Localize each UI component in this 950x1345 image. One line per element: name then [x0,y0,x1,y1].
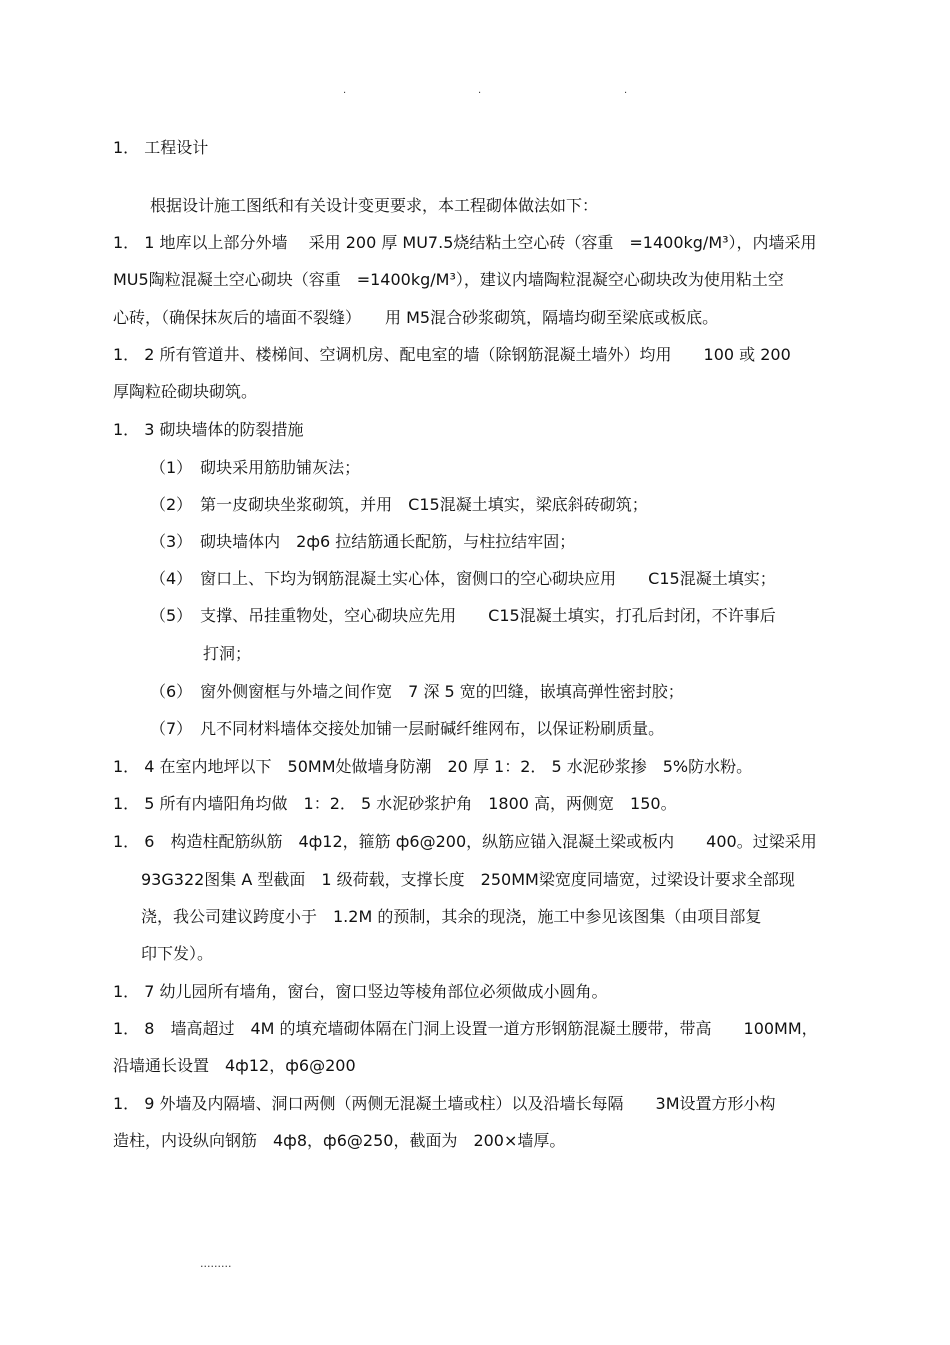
body-line: 1． 3 砌块墙体的防裂措施 [113,420,304,439]
body-line: 1． 7 幼儿园所有墙角，窗台，窗口竖边等棱角部位必须做成小圆角。 [113,982,608,1001]
body-line: 沿墙通长设置 4ф12，ф6@200 [113,1056,356,1075]
list-item: （5） 支撑、吊挂重物处，空心砌块应先用 C15混凝土填实，打孔后封闭，不许事后 [150,606,776,625]
list-item: （6） 窗外侧窗框与外墙之间作宽 7 深 5 宽的凹缝，嵌填高弹性密封胶； [150,682,684,701]
header-dot: . [343,85,347,96]
body-line: 93G322图集 A 型截面 1 级荷载，支撑长度 250MM梁宽度同墙宽，过梁设计要求全部现 [141,870,795,889]
body-line: 1． 9 外墙及内隔墙、洞口两侧（两侧无混凝土墙或柱）以及沿墙长每隔 3M设置方形小构 [113,1094,776,1113]
body-line: 印下发）。 [141,944,214,963]
list-item: （7） 凡不同材料墙体交接处加铺一层耐碱纤维网布，以保证粉刷质量。 [150,719,665,738]
header-dot: . [624,85,628,96]
list-item: （2） 第一皮砌块坐浆砌筑，并用 C15混凝土填实，梁底斜砖砌筑； [150,495,648,514]
list-item: （3） 砌块墙体内 2ф6 拉结筋通长配筋，与柱拉结牢固； [150,532,576,551]
body-line: 1． 1 地库以上部分外墙 采用 200 厚 MU7.5烧结粘土空心砖（容重 =1400kg/M³），内墙采用 [113,233,817,252]
body-line: 心砖，（确保抹灰后的墙面不裂缝） 用 M5混合砂浆砌筑，隔墙均砌至梁底或板底。 [113,308,719,327]
list-item: （4） 窗口上、下均为钢筋混凝土实心体，窗侧口的空心砌块应用 C15混凝土填实； [150,569,776,588]
footer-dots: ......... [200,1257,232,1270]
body-line: 造柱，内设纵向钢筋 4ф8，ф6@250，截面为 200×墙厚。 [113,1131,566,1150]
body-line: 1． 2 所有管道井、楼梯间、空调机房、配电室的墙（除钢筋混凝土墙外）均用 100 或 200 [113,345,791,364]
body-line: 厚陶粒砼砌块砌筑。 [113,382,258,401]
body-line: 1． 4 在室内地坪以下 50MM处做墙身防潮 20 厚 1：2． 5 水泥砂浆掺 5%防水粉。 [113,757,753,776]
body-line: 1． 8 墙高超过 4M 的填充墙砌体隔在门洞上设置一道方形钢筋混凝土腰带，带高 100MM， [113,1019,818,1038]
intro-paragraph: 根据设计施工图纸和有关设计变更要求，本工程砌体做法如下： [150,196,599,215]
header-dot: . [478,85,482,96]
section-title: 1． 工程设计 [113,138,209,157]
body-line: 1． 6 构造柱配筋纵筋 4ф12，箍筋 ф6@200，纵筋应锚入混凝土梁或板内 400。过梁采用 [113,832,817,851]
list-item: （1） 砌块采用筋肋铺灰法； [150,458,361,477]
list-item-continuation: 打洞； [203,644,252,663]
body-line: 1． 5 所有内墙阳角均做 1：2． 5 水泥砂浆护角 1800 高，两侧宽 150。 [113,794,677,813]
body-line: MU5陶粒混凝土空心砌块（容重 =1400kg/M³），建议内墙陶粒混凝空心砌块改为使用粘土空 [113,270,784,289]
body-line: 浇，我公司建议跨度小于 1.2M 的预制，其余的现浇，施工中参见该图集（由项目部复 [141,907,762,926]
